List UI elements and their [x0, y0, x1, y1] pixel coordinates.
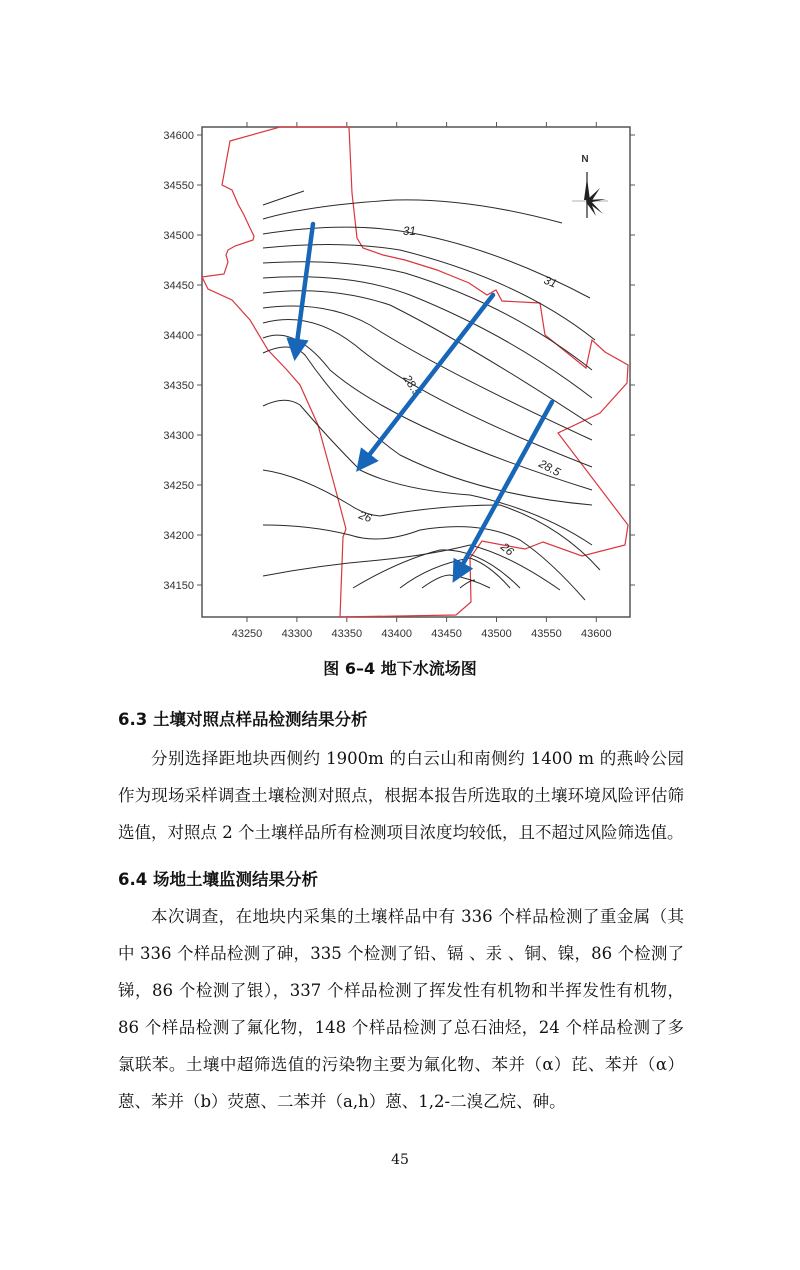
page-number: 45: [391, 1152, 409, 1168]
x-tick-label: 43550: [531, 628, 562, 640]
x-tick-label: 43300: [281, 628, 313, 640]
y-tick-label: 34400: [163, 330, 194, 342]
y-tick-label: 34600: [163, 130, 194, 142]
y-tick-label: 34450: [163, 280, 194, 292]
x-tick-label: 43350: [331, 628, 363, 640]
section-paragraph-6-3: 分别选择距地块西侧约 1900m 的白云山和南侧约 1400 m 的燕岭公园作为现场采样调查土壤检测对照点，根据本报告所选取的土壤环境风险评估筛选值，对照点 2 个土壤样品所有检测项目浓度均较低，且不超过风险筛选值。: [118, 749, 684, 842]
compass-label: N: [581, 154, 589, 165]
y-tick-label: 34200: [163, 530, 194, 542]
plot-frame: [202, 127, 630, 617]
y-tick-label: 34250: [163, 480, 194, 492]
y-tick-label: 34350: [163, 380, 194, 392]
section-heading-6-4: 6.4 场地土壤监测结果分析: [118, 870, 318, 889]
contour-label: 31: [403, 226, 416, 238]
x-tick-label: 43450: [431, 628, 462, 640]
contour-label: 26: [498, 541, 516, 559]
x-tick-label: 43600: [581, 628, 612, 640]
y-tick-label: 34300: [163, 430, 194, 442]
section-paragraph-6-4: 本次调查，在地块内采集的土壤样品中有 336 个样品检测了重金属（其中 336 个样品检测了砷，335 个检测了铅、镉 、汞 、铜、镍，86 个检测了锑，86 个检测了银），337 个样品检测了挥发性有机物和半挥发性有机物，86 个样品检测了氟化物，148 个样品检测了总石油烃，24 个样品检测了多氯联苯。土壤中超筛选值的污染物主要为氟化物、苯并（α）芘、苯并（α）蒽、苯并（b）荧蒽、二苯并（a,h）蒽、1,2-二溴乙烷、砷。: [118, 907, 684, 1111]
x-tick-label: 43250: [231, 628, 263, 640]
contour-label: 31: [541, 274, 559, 291]
y-tick-label: 34550: [163, 180, 194, 192]
y-tick-label: 34500: [163, 230, 194, 242]
x-tick-label: 43400: [381, 628, 412, 640]
contour-label: 28.5: [536, 458, 562, 480]
figure-caption: 图 6–4 地下水流场图: [323, 659, 477, 678]
y-tick-label: 34150: [163, 580, 194, 592]
contour-label: 28.5: [400, 373, 423, 399]
x-tick-label: 43500: [481, 628, 512, 640]
contour-label: 26: [356, 509, 374, 526]
section-heading-6-3: 6.3 土壤对照点样品检测结果分析: [118, 710, 368, 729]
